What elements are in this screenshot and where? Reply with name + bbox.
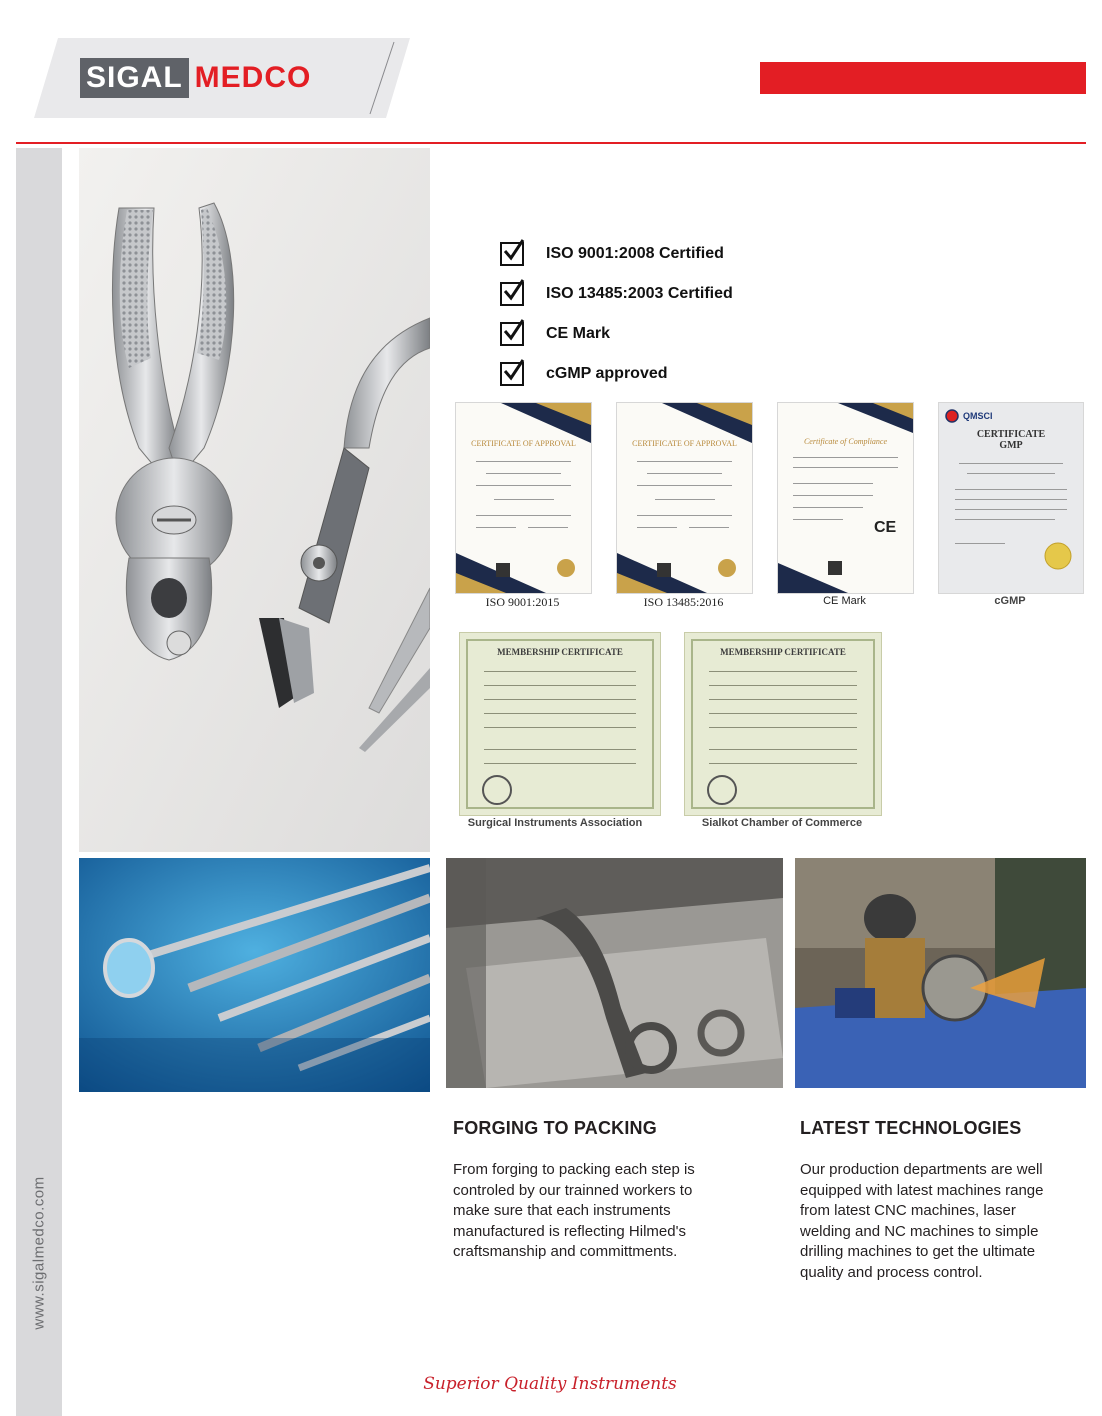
cert-item xyxy=(500,354,800,394)
certification-list xyxy=(500,234,800,394)
footer-tagline: Superior Quality Instruments xyxy=(423,1374,677,1394)
checkbox-checked-icon xyxy=(500,282,524,306)
qmsci-logo-text: QMSCI xyxy=(963,411,993,421)
cert-item xyxy=(500,314,800,354)
ce-mark-icon: CE xyxy=(874,519,897,536)
cert-item xyxy=(500,234,800,274)
header-divider xyxy=(16,142,1086,144)
certificate-caption: ISO 9001:2015 xyxy=(485,595,560,609)
machining-photo xyxy=(795,858,1086,1088)
dental-instruments-photo xyxy=(79,858,430,1092)
cert-label: CE Mark xyxy=(546,325,611,342)
certificate-caption: CE Mark xyxy=(823,595,866,607)
checkbox-checked-icon xyxy=(500,322,524,346)
certificate-caption: cGMP xyxy=(994,595,1026,607)
certificate-heading: CERTIFICATE OF APPROVAL xyxy=(632,439,737,448)
membership-caption: Sialkot Chamber of Commerce xyxy=(701,817,863,829)
membership-certificate-scc[interactable] xyxy=(684,632,882,816)
certificate-heading: Certificate of Compliance xyxy=(803,437,888,446)
website-url-text: www.sigalmedco.com xyxy=(30,1176,48,1330)
membership-heading: MEMBERSHIP CERTIFICATE xyxy=(497,647,623,657)
section-heading-technologies: LATEST TECHNOLOGIES xyxy=(800,1118,1022,1138)
section-body-technologies: Our production departments are well equipped with latest machines range from latest CNC machines, laser welding and NC machines to simple drilling machines to get the ultimate quality and process control. xyxy=(800,1161,1044,1281)
certificate-card-iso9001[interactable] xyxy=(455,402,592,594)
forging-photo xyxy=(446,858,783,1088)
membership-certificate-sia[interactable] xyxy=(459,632,661,816)
section-body-forging: From forging to packing each step is controled by our trainned workers to make sure that each instruments manufactured is reflecting Hilmed's craftsmanship and committments. xyxy=(453,1161,695,1260)
certificate-caption: ISO 13485:2016 xyxy=(643,595,724,609)
company-logo[interactable] xyxy=(80,58,311,98)
forceps-photo xyxy=(79,148,430,852)
logo-sigal-text: SIGAL xyxy=(80,58,189,98)
checkbox-checked-icon xyxy=(500,242,524,266)
certificate-heading: CERTIFICATE OF APPROVAL xyxy=(471,439,576,448)
header-red-bar xyxy=(760,62,1086,94)
checkbox-checked-icon xyxy=(500,362,524,386)
certificate-card-iso13485[interactable] xyxy=(616,402,753,594)
certificate-card-gmp[interactable] xyxy=(938,402,1084,594)
cert-label: ISO 9001:2008 Certified xyxy=(546,245,724,262)
section-heading-forging: FORGING TO PACKING xyxy=(453,1118,657,1138)
cert-label: ISO 13485:2003 Certified xyxy=(546,285,733,302)
certificate-heading: CERTIFICATE GMP xyxy=(976,429,1046,451)
certificate-card-ce[interactable] xyxy=(777,402,914,594)
membership-caption: Surgical Instruments Association xyxy=(467,817,643,829)
cert-label: cGMP approved xyxy=(546,365,668,382)
logo-medco-text: MEDCO xyxy=(194,61,312,94)
qmsci-logo xyxy=(945,409,993,423)
cert-item xyxy=(500,274,800,314)
membership-heading: MEMBERSHIP CERTIFICATE xyxy=(720,647,846,657)
